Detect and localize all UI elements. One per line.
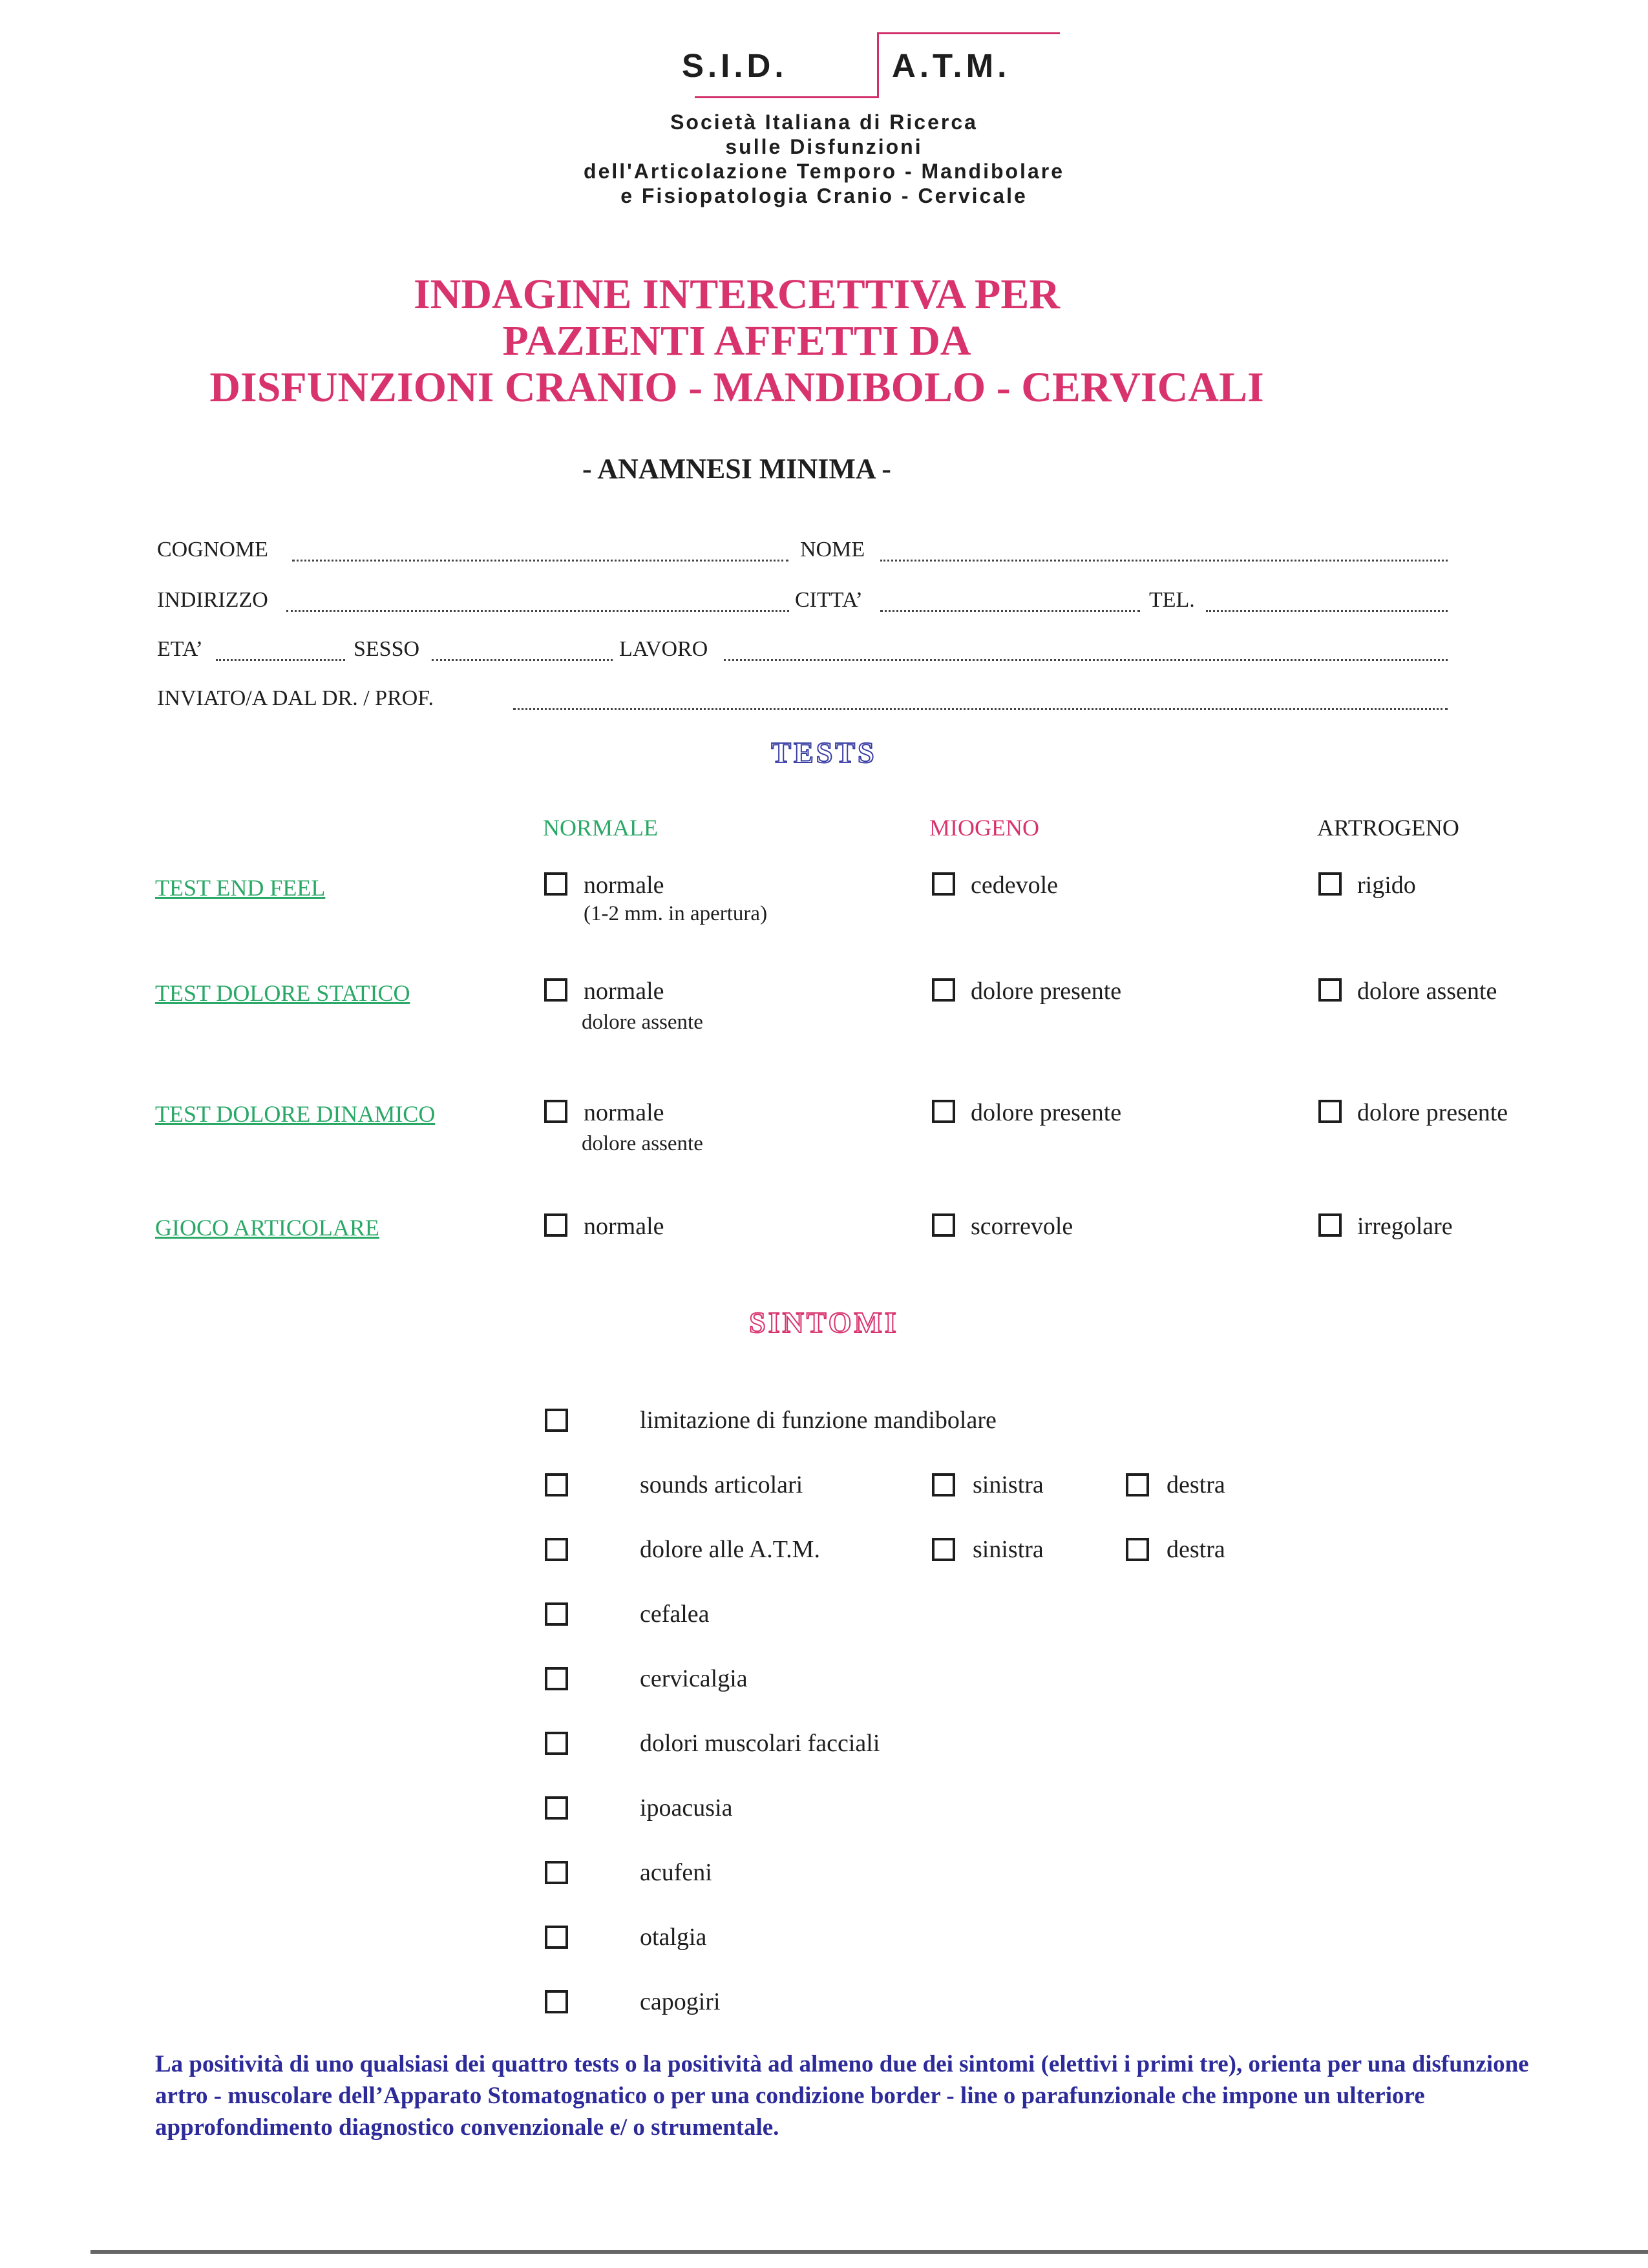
symptom-10-checkbox[interactable] — [545, 1990, 568, 2013]
statico-normale-label: normale — [584, 978, 664, 1005]
dinamico-artrogeno-label: dolore presente — [1357, 1099, 1508, 1126]
indirizzo-field[interactable] — [286, 610, 789, 612]
test-dolore-statico-label: TEST DOLORE STATICO — [155, 980, 410, 1006]
inviato-field[interactable] — [513, 708, 1448, 710]
symptom-9-label: otalgia — [640, 1924, 707, 1951]
citta-label: CITTA’ — [795, 588, 863, 612]
eta-label: ETA’ — [157, 637, 203, 661]
symptom-1-checkbox[interactable] — [545, 1409, 568, 1432]
sesso-field[interactable] — [432, 659, 613, 661]
dinamico-miogeno-checkbox[interactable] — [932, 1100, 955, 1123]
dinamico-normale-note: dolore assente — [582, 1132, 703, 1155]
footer-note: La positività di uno qualsiasi dei quattro tests o la positività ad almeno due dei sintomi (elettivi i primi tre), orienta per una disfunzione artro - muscolare dell’Apparato Stomatognatico o per una condizione border - line o parafunzionale che impone un ulteriore approfondimento diagnostico convenzionale e/ o strumentale. — [155, 2051, 1529, 2141]
nome-label: NOME — [800, 538, 865, 562]
test-dolore-dinamico-label: TEST DOLORE DINAMICO — [155, 1101, 436, 1127]
inviato-label: INVIATO/A DAL DR. / PROF. — [157, 686, 434, 710]
sounds-sinistra-checkbox[interactable] — [932, 1473, 955, 1496]
end-feel-miogeno-checkbox[interactable] — [932, 872, 955, 896]
statico-normale-checkbox[interactable] — [544, 978, 567, 1002]
title-line-3: DISFUNZIONI CRANIO - MANDIBOLO - CERVICALI — [209, 364, 1264, 411]
society-line-2: sulle Disfunzioni — [725, 135, 923, 158]
statico-artrogeno-label: dolore assente — [1357, 978, 1497, 1005]
end-feel-normale-note: (1-2 mm. in apertura) — [584, 902, 768, 925]
symptom-5-label: cervicalgia — [640, 1665, 748, 1692]
symptom-2-label: sounds articolari — [640, 1471, 803, 1498]
test-end-feel-label: TEST END FEEL — [155, 875, 326, 901]
gioco-miogeno-checkbox[interactable] — [932, 1213, 955, 1237]
symptom-7-checkbox[interactable] — [545, 1796, 568, 1820]
statico-normale-note: dolore assente — [582, 1011, 703, 1034]
dolore-atm-destra-label: destra — [1167, 1536, 1225, 1563]
end-feel-artrogeno-label: rigido — [1357, 872, 1416, 899]
page-bottom-edge — [90, 2250, 1648, 2254]
statico-artrogeno-checkbox[interactable] — [1318, 978, 1342, 1002]
eta-field[interactable] — [216, 659, 345, 661]
indirizzo-label: INDIRIZZO — [157, 588, 268, 612]
society-line-3: dell'Articolazione Temporo - Mandibolare — [584, 160, 1064, 183]
symptom-8-checkbox[interactable] — [545, 1861, 568, 1884]
symptom-4-label: cefalea — [640, 1601, 710, 1628]
tests-heading: TESTS — [771, 736, 877, 769]
gioco-artrogeno-label: irregolare — [1357, 1213, 1453, 1240]
dinamico-artrogeno-checkbox[interactable] — [1318, 1100, 1342, 1123]
symptom-9-checkbox[interactable] — [545, 1926, 568, 1949]
title-line-1: INDAGINE INTERCETTIVA PER — [413, 271, 1061, 318]
column-artrogeno: ARTROGENO — [1317, 815, 1459, 841]
symptom-10-label: capogiri — [640, 1988, 721, 2015]
logo-divider-top — [877, 32, 1060, 34]
symptom-5-checkbox[interactable] — [545, 1667, 568, 1690]
lavoro-label: LAVORO — [619, 637, 708, 661]
dinamico-normale-checkbox[interactable] — [544, 1100, 567, 1123]
sounds-destra-label: destra — [1167, 1471, 1225, 1498]
page-subtitle: - ANAMNESI MINIMA - — [582, 453, 891, 485]
nome-field[interactable] — [880, 560, 1448, 562]
statico-miogeno-label: dolore presente — [971, 978, 1122, 1005]
cognome-field[interactable] — [292, 560, 788, 562]
sounds-destra-checkbox[interactable] — [1126, 1473, 1149, 1496]
symptom-8-label: acufeni — [640, 1859, 712, 1886]
gioco-normale-label: normale — [584, 1213, 664, 1240]
dinamico-normale-label: normale — [584, 1099, 664, 1126]
sounds-sinistra-label: sinistra — [973, 1471, 1044, 1498]
statico-miogeno-checkbox[interactable] — [932, 978, 955, 1002]
symptom-6-checkbox[interactable] — [545, 1732, 568, 1755]
symptom-3-checkbox[interactable] — [545, 1538, 568, 1561]
cognome-label: COGNOME — [157, 538, 268, 562]
society-line-4: e Fisiopatologia Cranio - Cervicale — [620, 184, 1028, 207]
symptom-1-label: limitazione di funzione mandibolare — [640, 1407, 997, 1434]
dolore-atm-sinistra-checkbox[interactable] — [932, 1538, 955, 1561]
symptom-4-checkbox[interactable] — [545, 1602, 568, 1626]
symptom-7-label: ipoacusia — [640, 1794, 733, 1822]
end-feel-artrogeno-checkbox[interactable] — [1318, 872, 1342, 896]
dolore-atm-destra-checkbox[interactable] — [1126, 1538, 1149, 1561]
column-miogeno: MIOGENO — [929, 815, 1039, 841]
end-feel-normale-checkbox[interactable] — [544, 872, 567, 896]
logo-divider-vertical — [877, 34, 879, 98]
dinamico-miogeno-label: dolore presente — [971, 1099, 1122, 1126]
symptom-2-checkbox[interactable] — [545, 1473, 568, 1496]
tel-label: TEL. — [1149, 588, 1195, 612]
sintomi-heading: SINTOMI — [749, 1306, 899, 1339]
dolore-atm-sinistra-label: sinistra — [973, 1536, 1044, 1563]
logo-atm: A.T.M. — [892, 47, 1011, 84]
gioco-articolare-label: GIOCO ARTICOLARE — [155, 1215, 379, 1241]
sesso-label: SESSO — [354, 637, 420, 661]
symptom-3-label: dolore alle A.T.M. — [640, 1536, 820, 1563]
lavoro-field[interactable] — [724, 659, 1448, 661]
logo-divider-bottom — [695, 96, 879, 98]
end-feel-normale-label: normale — [584, 872, 664, 899]
column-normale: NORMALE — [543, 815, 658, 841]
gioco-normale-checkbox[interactable] — [544, 1213, 567, 1237]
gioco-artrogeno-checkbox[interactable] — [1318, 1213, 1342, 1237]
end-feel-miogeno-label: cedevole — [971, 872, 1059, 899]
tel-field[interactable] — [1206, 610, 1448, 612]
logo-sid: S.I.D. — [682, 47, 788, 84]
title-line-2: PAZIENTI AFFETTI DA — [502, 317, 971, 364]
society-line-1: Società Italiana di Ricerca — [670, 110, 978, 134]
gioco-miogeno-label: scorrevole — [971, 1213, 1073, 1240]
symptom-6-label: dolori muscolari facciali — [640, 1730, 880, 1757]
citta-field[interactable] — [880, 610, 1140, 612]
